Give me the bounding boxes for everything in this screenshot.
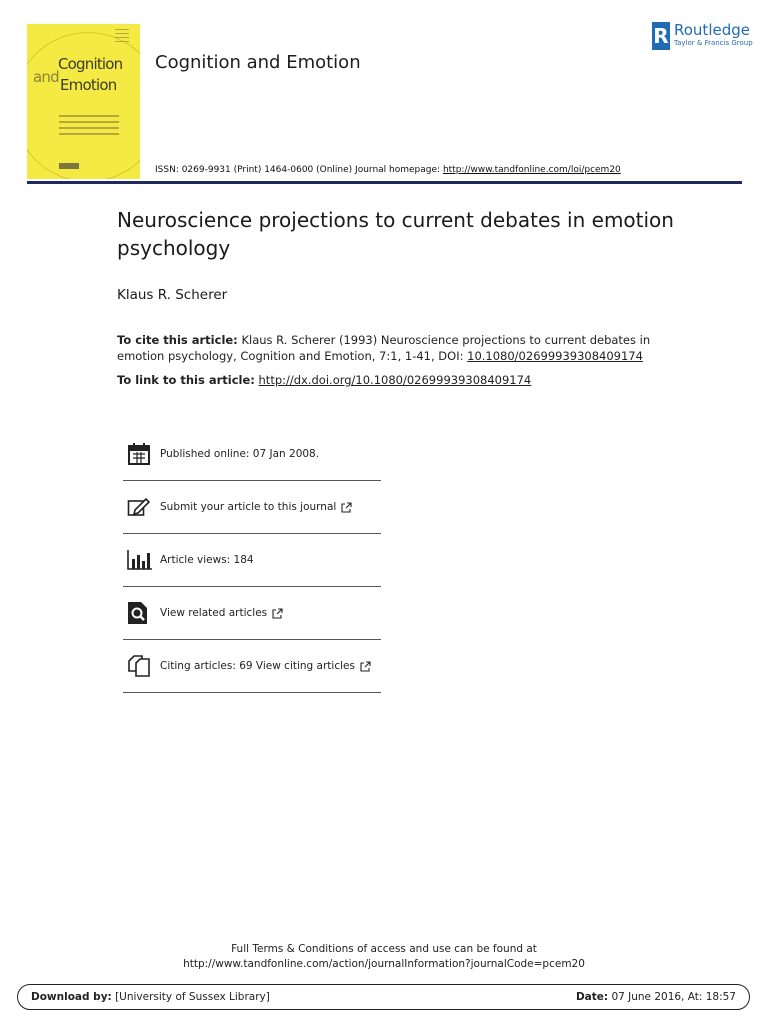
download-date-label: Date: — [575, 991, 609, 1003]
journal-cover-image — [27, 24, 140, 179]
article-link-line — [117, 373, 531, 387]
info-row-published — [123, 428, 381, 481]
terms-url-link[interactable]: http://www.tandfonline.com/action/journalInformation?journalCode=pcem20 — [183, 958, 585, 970]
info-row-related[interactable] — [123, 587, 381, 640]
citation-block — [117, 332, 677, 364]
issn-line — [155, 165, 621, 175]
download-by-label: Download by: — [31, 991, 112, 1003]
cite-label: To cite this article: — [117, 333, 238, 347]
cover-title-word-3: Emotion — [60, 76, 117, 94]
journal-title: Cognition and Emotion — [155, 52, 361, 73]
cover-small-text-lines — [115, 29, 129, 45]
info-row-views — [123, 534, 381, 587]
link-label: To link to this article: — [117, 373, 255, 387]
cover-text-lines — [59, 115, 119, 139]
external-link-icon — [272, 608, 283, 619]
published-online-text: Published online: 07 Jan 2008. — [160, 448, 320, 460]
edit-icon — [127, 494, 155, 520]
publisher-subtitle: Taylor & Francis Group — [674, 39, 753, 47]
article-info-list — [123, 428, 381, 693]
calendar-icon — [127, 441, 155, 467]
external-link-icon — [341, 502, 352, 513]
submit-article-link[interactable]: Submit your article to this journal — [160, 501, 337, 513]
info-row-submit[interactable] — [123, 481, 381, 534]
cite-text: Klaus R. Scherer (1993) Neuroscience projections to current debates in emotion psychology, Cognition and Emotion, 7:1, 1-41, DOI: — [117, 333, 651, 363]
publisher-name: Routledge — [674, 21, 750, 39]
bar-chart-icon — [127, 547, 155, 573]
journal-homepage-link[interactable]: http://www.tandfonline.com/loi/pcem20 — [442, 165, 621, 175]
search-document-icon — [127, 600, 155, 626]
download-by — [31, 991, 270, 1003]
download-date-value: 07 June 2016, At: 18:57 — [611, 991, 736, 1003]
view-related-articles-link[interactable]: View related articles — [160, 607, 268, 619]
issn-text: ISSN: 0269-9931 (Print) 1464-0600 (Online) Journal homepage: — [155, 165, 441, 175]
download-by-value: [University of Sussex Library] — [115, 991, 270, 1003]
article-author: Klaus R. Scherer — [117, 287, 228, 303]
info-row-citing[interactable] — [123, 640, 381, 693]
external-link-icon — [360, 661, 371, 672]
article-title: Neuroscience projections to current debates in emotion psychology — [117, 208, 674, 260]
publisher-logo — [652, 22, 753, 50]
terms-and-conditions — [0, 942, 768, 972]
download-date — [576, 991, 736, 1003]
terms-line-1: Full Terms & Conditions of access and use can be found at — [231, 943, 537, 955]
cover-publisher-logo — [59, 163, 79, 169]
header-divider — [27, 181, 742, 184]
routledge-r-icon: R — [653, 24, 669, 48]
download-info-bar — [17, 984, 750, 1010]
copy-document-icon — [127, 653, 155, 679]
cover-title-word-2: and — [33, 68, 59, 86]
citing-articles-link[interactable]: Citing articles: 69 View citing articles — [160, 660, 355, 672]
article-views-text: Article views: 184 — [160, 554, 254, 566]
doi-link[interactable]: 10.1080/02699939308409174 — [467, 349, 643, 363]
cover-title-word-1: Cognition — [58, 55, 123, 73]
article-url-link[interactable]: http://dx.doi.org/10.1080/02699939308409174 — [258, 373, 532, 387]
